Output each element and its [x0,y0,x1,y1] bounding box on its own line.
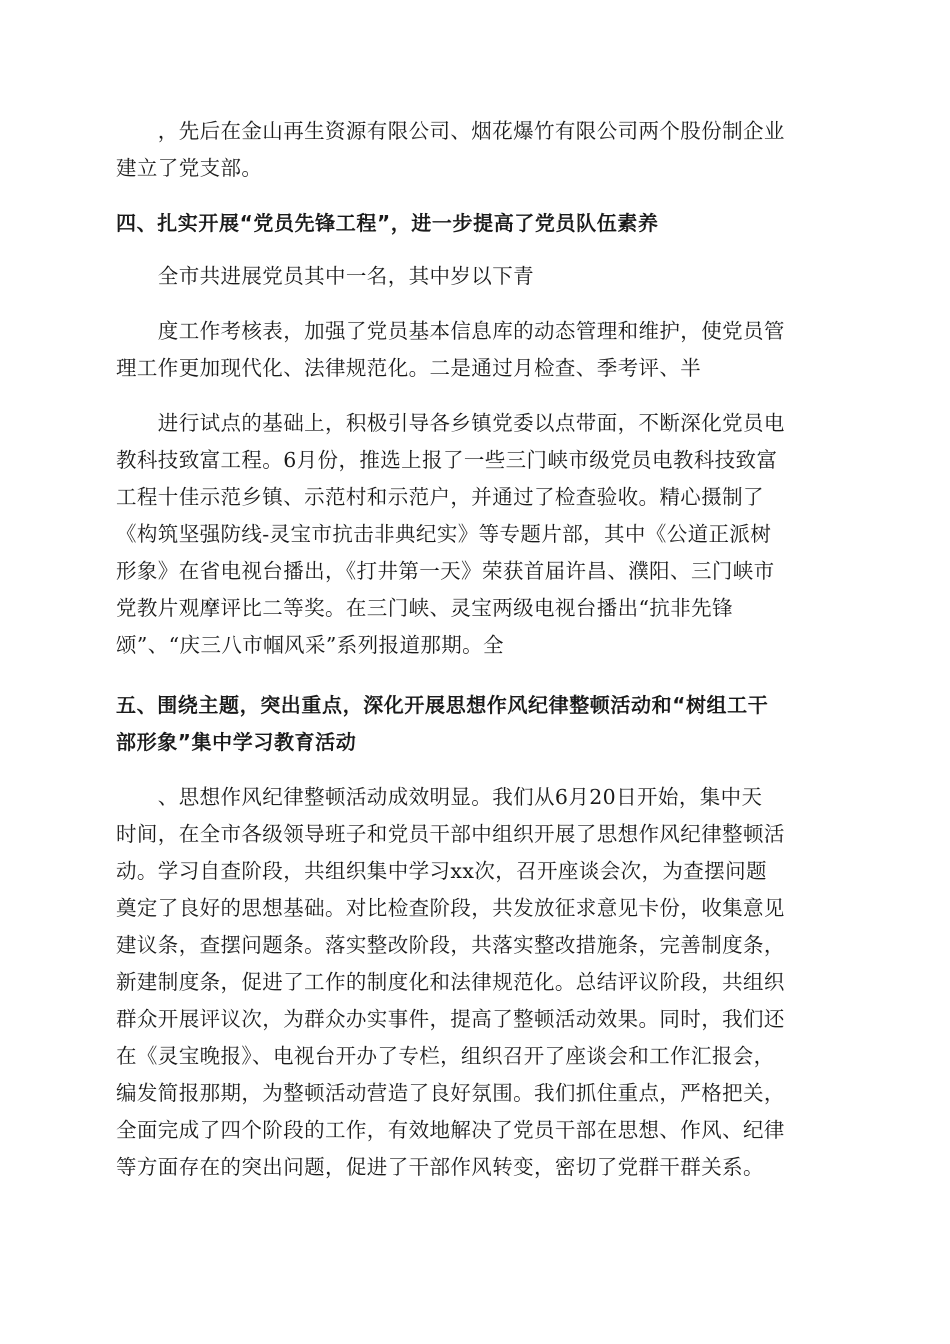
text-line: 编发简报那期，为整顿活动营造了良好氛围。我们抓住重点，严格把关， [116,1081,785,1105]
heading-line: 五、围绕主题，突出重点，深化开展思想作风纪律整顿活动和“树组工干 [116,693,769,717]
text-line: 全面完成了四个阶段的工作，有效地解决了党员干部在思想、作风、纪律 [116,1118,785,1142]
text-line: 《构筑坚强防线-灵宝市抗击非典纪实》等专题片部，其中《公道正派树 [116,522,772,546]
text-line: 度工作考核表，加强了党员基本信息库的动态管理和维护，使党员管 [116,319,785,343]
text-line: 、思想作风纪律整顿活动成效明显。我们从6月20日开始，集中天 [116,785,763,809]
text-line: 建立了党支部。 [116,156,263,180]
text-line: 动。学习自查阶段，共组织集中学习xx次，召开座谈会次，为查摆问题 [116,859,767,883]
text-line: 新建制度条，促进了工作的制度化和法律规范化。总结评议阶段，共组织 [116,970,785,994]
text-line: 党教片观摩评比二等奖。在三门峡、灵宝两级电视台播出“抗非先锋 [116,596,733,620]
text-line: 时间，在全市各级领导班子和党员干部中组织开展了思想作风纪律整顿活 [116,822,785,846]
section-heading-4 [116,205,836,242]
heading-line: 四、扎实开展“党员先锋工程”，进一步提高了党员队伍素养 [116,211,659,235]
text-line: 进行试点的基础上，积极引导各乡镇党委以点带面，不断深化党员电 [116,411,785,435]
text-line: 在《灵宝晚报》、电视台开办了专栏，组织召开了座谈会和工作汇报会， [116,1044,775,1068]
paragraph-pilot-program [116,405,836,664]
text-line: ，先后在金山再生资源有限公司、烟花爆竹有限公司两个股份制企业 [116,119,785,143]
paragraph-member-count [116,258,836,295]
text-line: 奠定了良好的思想基础。对比检查阶段，共发放征求意见卡份，收集意见 [116,896,785,920]
paragraph-rectification [116,779,836,1186]
text-line: 建议条，查摆问题条。落实整改阶段，共落实整改措施条，完善制度条， [116,933,785,957]
heading-line: 部形象”集中学习教育活动 [116,730,357,754]
text-line: 颂”、“庆三八市帼风采”系列报道那期。全 [116,633,504,657]
paragraph-party-branch [116,113,836,187]
paragraph-assessment [116,313,836,387]
text-line: 教科技致富工程。6月份，推选上报了一些三门峡市级党员电教科技致富 [116,448,778,472]
text-line: 等方面存在的突出问题，促进了干部作风转变，密切了党群干群关系。 [116,1155,764,1179]
text-line: 形象》在省电视台播出，《打井第一天》荣获首届许昌、濮阳、三门峡市 [116,559,775,583]
text-line: 理工作更加现代化、法律规范化。二是通过月检查、季考评、半 [116,356,702,380]
text-line: 全市共进展党员其中一名，其中岁以下青 [116,264,534,288]
text-line: 工程十佳示范乡镇、示范村和示范户，并通过了检查验收。精心摄制了 [116,485,764,509]
section-heading-5 [116,687,836,761]
text-line: 群众开展评议次，为群众办实事件，提高了整顿活动效果。同时，我们还 [116,1007,785,1031]
